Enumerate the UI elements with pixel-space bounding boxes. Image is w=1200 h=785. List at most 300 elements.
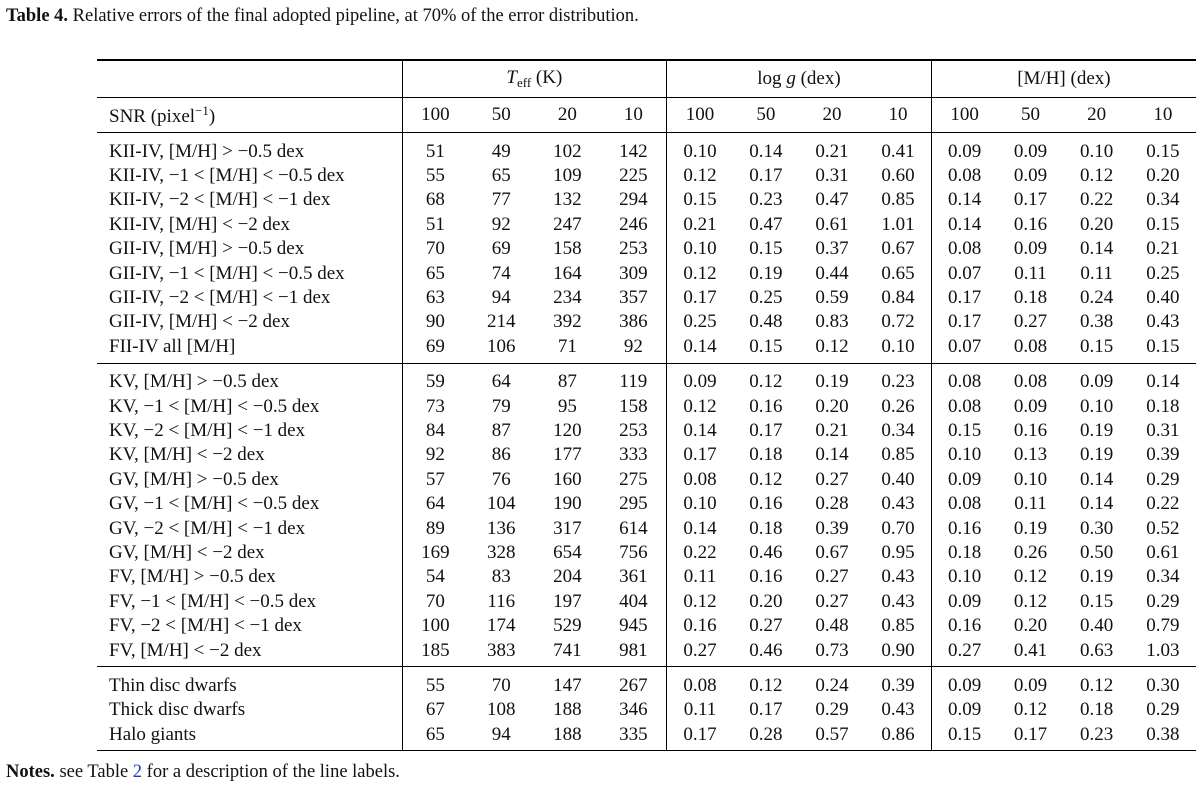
teff-cell: 68 <box>425 189 445 211</box>
row-label: KV, [M/H] < −2 dex <box>97 443 402 467</box>
mh-cell: 0.11 <box>1014 493 1047 515</box>
mh-cell: 0.18 <box>931 540 997 564</box>
logg-cell: 0.16 <box>749 395 783 417</box>
logg-group-header <box>667 61 932 98</box>
mh-cell: 0.08 <box>931 163 997 187</box>
mh-cell: 0.16 <box>931 516 997 540</box>
row-label: KV, −1 < [M/H] < −0.5 dex <box>97 394 402 418</box>
row-label: KII-IV, −2 < [M/H] < −1 dex <box>97 188 402 212</box>
teff-cell: 102 <box>534 133 600 164</box>
logg-cell: 0.83 <box>815 311 849 333</box>
logg-cell: 0.85 <box>881 189 915 211</box>
teff-cell: 188 <box>553 699 582 721</box>
teff-cell: 76 <box>491 468 511 490</box>
mh-cell: 0.38 <box>1080 311 1114 333</box>
logg-cell: 0.20 <box>815 395 849 417</box>
mh-cell: 0.20 <box>1080 213 1114 235</box>
mh-cell: 0.17 <box>1013 189 1048 211</box>
mh-cell: 0.39 <box>1146 444 1180 466</box>
logg-cell: 0.70 <box>881 517 915 539</box>
mh-cell: 0.08 <box>931 363 997 394</box>
logg-cell: 0.27 <box>667 638 733 667</box>
notes-text-after: for a description of the line labels. <box>142 762 400 782</box>
teff-cell: 392 <box>553 311 582 333</box>
teff-cell: 361 <box>619 566 648 588</box>
logg-cell: 0.12 <box>733 667 799 698</box>
logg-cell: 0.21 <box>815 419 849 441</box>
teff-cell: 136 <box>487 517 516 539</box>
table-row <box>97 394 1196 418</box>
mh-cell: 0.25 <box>1146 262 1180 284</box>
teff-cell: 92 <box>623 335 643 357</box>
snr-header-cell: 100 <box>931 98 997 133</box>
table-row <box>97 698 1196 722</box>
teff-cell: 945 <box>619 615 648 637</box>
mh-cell: 0.09 <box>1013 238 1048 260</box>
teff-cell: 106 <box>487 335 516 357</box>
mh-cell: 0.30 <box>1080 517 1114 539</box>
row-label: FII-IV all [M/H] <box>97 334 402 363</box>
mh-label: [M/H] (dex) <box>1017 68 1111 89</box>
logg-cell: 0.47 <box>749 213 783 235</box>
teff-cell: 63 <box>425 287 445 309</box>
row-label: Halo giants <box>97 722 402 751</box>
logg-cell: 0.40 <box>881 468 915 490</box>
mh-cell: 0.17 <box>931 285 997 309</box>
mh-cell: 0.12 <box>1080 165 1114 187</box>
mh-cell: 0.09 <box>931 698 997 722</box>
teff-cell: 87 <box>534 363 600 394</box>
mh-cell: 0.08 <box>1013 335 1048 357</box>
teff-cell: 756 <box>619 541 648 563</box>
teff-cell: 55 <box>402 667 468 698</box>
teff-cell: 73 <box>425 395 445 417</box>
notes-label: Notes. <box>6 762 55 782</box>
row-label: KII-IV, −1 < [M/H] < −0.5 dex <box>97 163 402 187</box>
logg-cell: 0.17 <box>749 699 783 721</box>
teff-cell: 386 <box>619 311 648 333</box>
table-row <box>97 491 1196 515</box>
logg-cell: 0.44 <box>815 262 849 284</box>
logg-cell: 0.43 <box>881 590 915 612</box>
logg-cell: 0.25 <box>667 310 733 334</box>
teff-cell: 317 <box>553 517 582 539</box>
logg-cell: 0.16 <box>667 613 733 637</box>
row-label: FV, −1 < [M/H] < −0.5 dex <box>97 589 402 613</box>
logg-cell: 0.20 <box>749 590 783 612</box>
logg-cell: 0.14 <box>667 516 733 540</box>
logg-cell: 0.27 <box>815 566 849 588</box>
logg-cell: 0.86 <box>881 723 915 745</box>
teff-cell: 204 <box>553 566 582 588</box>
mh-cell: 0.27 <box>1013 311 1048 333</box>
snr-label-text: SNR (pixel <box>109 105 196 127</box>
logg-cell: 0.18 <box>749 444 783 466</box>
mh-cell: 0.34 <box>1146 566 1180 588</box>
row-label: GV, [M/H] < −2 dex <box>97 540 402 564</box>
logg-cell: 0.21 <box>799 133 865 164</box>
teff-cell: 104 <box>487 493 516 515</box>
teff-cell: 158 <box>619 395 648 417</box>
group-header-empty <box>97 61 402 98</box>
mh-cell: 0.09 <box>997 667 1063 698</box>
table-row <box>97 237 1196 261</box>
row-label: GII-IV, −2 < [M/H] < −1 dex <box>97 285 402 309</box>
teff-cell: 295 <box>619 493 648 515</box>
row-label: FV, [M/H] > −0.5 dex <box>97 565 402 589</box>
mh-cell: 0.18 <box>1080 699 1114 721</box>
mh-cell: 0.14 <box>1130 363 1196 394</box>
mh-cell: 0.14 <box>1080 468 1114 490</box>
logg-cell: 0.67 <box>881 238 915 260</box>
mh-group-header <box>931 61 1196 98</box>
mh-cell: 0.17 <box>1013 723 1048 745</box>
logg-cell: 0.15 <box>749 238 783 260</box>
teff-subscript: eff <box>516 75 532 90</box>
mh-cell: 0.16 <box>1013 213 1048 235</box>
logg-cell: 0.16 <box>749 566 783 588</box>
table-reference-link[interactable]: 2 <box>132 762 143 782</box>
teff-group-header <box>402 61 667 98</box>
teff-cell: 83 <box>491 566 511 588</box>
snr-header-cell: 10 <box>865 98 931 133</box>
teff-cell: 94 <box>491 287 511 309</box>
mh-cell: 0.14 <box>931 212 997 236</box>
logg-cell: 0.12 <box>667 261 733 285</box>
mh-cell: 0.63 <box>1080 639 1114 661</box>
teff-cell: 55 <box>425 165 445 187</box>
mh-cell: 0.50 <box>1080 541 1114 563</box>
group-header-row <box>97 61 1196 98</box>
mh-cell: 0.18 <box>1146 395 1180 417</box>
logg-cell: 0.59 <box>815 287 849 309</box>
snr-header-cell: 50 <box>733 98 799 133</box>
teff-cell: 54 <box>425 566 445 588</box>
teff-cell: 225 <box>619 165 648 187</box>
teff-cell: 333 <box>619 444 648 466</box>
logg-cell: 0.27 <box>815 468 849 490</box>
mh-cell: 0.61 <box>1146 541 1180 563</box>
logg-cell: 0.85 <box>881 444 915 466</box>
teff-cell: 142 <box>601 133 667 164</box>
mh-cell: 0.09 <box>997 133 1063 164</box>
table-row <box>97 589 1196 613</box>
table-row <box>97 638 1196 667</box>
teff-cell: 190 <box>553 493 582 515</box>
teff-unit: (K) <box>531 67 563 88</box>
teff-cell: 614 <box>619 517 648 539</box>
teff-cell: 177 <box>553 444 582 466</box>
teff-cell: 70 <box>425 590 445 612</box>
mh-cell: 0.08 <box>931 237 997 261</box>
teff-cell: 529 <box>553 615 582 637</box>
table-row <box>97 443 1196 467</box>
mh-cell: 0.12 <box>1064 667 1130 698</box>
mh-cell: 0.10 <box>1013 468 1048 490</box>
snr-header-row <box>97 98 1196 133</box>
mh-cell: 0.09 <box>931 667 997 698</box>
mh-cell: 0.79 <box>1146 615 1180 637</box>
teff-cell: 309 <box>619 262 648 284</box>
logg-cell: 0.90 <box>881 639 915 661</box>
logg-cell: 0.22 <box>667 540 733 564</box>
logg-cell: 0.14 <box>733 133 799 164</box>
logg-cell: 0.19 <box>799 363 865 394</box>
caption-text: Relative errors of the final adopted pipeline, at 70% of the error distribution. <box>72 6 639 26</box>
row-label: Thick disc dwarfs <box>97 698 402 722</box>
teff-cell: 253 <box>619 419 648 441</box>
teff-cell: 981 <box>619 639 648 661</box>
logg-cell: 0.12 <box>667 394 733 418</box>
logg-cell: 0.72 <box>881 311 915 333</box>
table-row <box>97 188 1196 212</box>
mh-cell: 0.29 <box>1146 699 1180 721</box>
mh-cell: 0.43 <box>1146 311 1180 333</box>
mh-cell: 0.15 <box>931 722 997 751</box>
teff-cell: 65 <box>425 262 445 284</box>
logg-cell: 0.37 <box>815 238 849 260</box>
row-label: KII-IV, [M/H] > −0.5 dex <box>97 133 402 164</box>
teff-cell: 234 <box>553 287 582 309</box>
teff-cell: 90 <box>425 311 445 333</box>
teff-cell: 89 <box>425 517 445 539</box>
mh-cell: 0.08 <box>997 363 1063 394</box>
row-label: GV, −2 < [M/H] < −1 dex <box>97 516 402 540</box>
teff-cell: 328 <box>487 541 516 563</box>
teff-cell: 49 <box>468 133 534 164</box>
logg-cell: 0.17 <box>667 443 733 467</box>
mh-cell: 0.31 <box>1146 419 1180 441</box>
table-row <box>97 163 1196 187</box>
logg-cell: 0.17 <box>667 722 733 751</box>
mh-cell: 0.08 <box>931 394 997 418</box>
logg-cell: 1.01 <box>881 213 915 235</box>
logg-prefix: log <box>757 68 787 89</box>
row-label: GII-IV, −1 < [M/H] < −0.5 dex <box>97 261 402 285</box>
logg-cell: 0.25 <box>749 287 783 309</box>
teff-cell: 247 <box>553 213 582 235</box>
mh-cell: 0.14 <box>1080 238 1114 260</box>
mh-cell: 0.22 <box>1146 493 1180 515</box>
logg-cell: 0.12 <box>733 363 799 394</box>
logg-cell: 0.14 <box>815 444 849 466</box>
mh-cell: 0.27 <box>931 638 997 667</box>
teff-cell: 246 <box>619 213 648 235</box>
snr-header-cell: 100 <box>402 98 468 133</box>
teff-cell: 185 <box>421 639 450 661</box>
teff-cell: 65 <box>425 723 445 745</box>
teff-cell: 160 <box>553 468 582 490</box>
mh-cell: 0.19 <box>1080 444 1114 466</box>
caption-label: Table 4. <box>6 6 69 26</box>
table-caption <box>6 6 639 27</box>
logg-cell: 0.27 <box>815 590 849 612</box>
mh-cell: 0.19 <box>1013 517 1048 539</box>
table-row <box>97 261 1196 285</box>
table-row <box>97 285 1196 309</box>
logg-cell: 0.84 <box>881 287 915 309</box>
teff-cell: 741 <box>553 639 582 661</box>
teff-cell: 67 <box>425 699 445 721</box>
snr-header-cell: 50 <box>997 98 1063 133</box>
mh-cell: 0.09 <box>1064 363 1130 394</box>
table-row <box>97 613 1196 637</box>
mh-cell: 0.14 <box>931 188 997 212</box>
teff-cell: 267 <box>601 667 667 698</box>
teff-cell: 109 <box>553 165 582 187</box>
row-label: GII-IV, [M/H] < −2 dex <box>97 310 402 334</box>
row-label: GV, −1 < [M/H] < −0.5 dex <box>97 491 402 515</box>
teff-cell: 92 <box>425 444 445 466</box>
teff-cell: 86 <box>491 444 511 466</box>
teff-cell: 357 <box>619 287 648 309</box>
snr-label-close: ) <box>208 105 216 127</box>
mh-cell: 0.07 <box>931 261 997 285</box>
teff-cell: 70 <box>468 667 534 698</box>
mh-cell: 0.07 <box>931 334 997 363</box>
logg-cell: 0.14 <box>667 334 733 363</box>
teff-symbol: T <box>506 67 517 88</box>
teff-cell: 119 <box>601 363 667 394</box>
teff-cell: 94 <box>491 723 511 745</box>
teff-cell: 51 <box>402 133 468 164</box>
mh-cell: 0.15 <box>1080 335 1114 357</box>
table-row <box>97 667 1196 698</box>
teff-cell: 70 <box>425 238 445 260</box>
logg-cell: 0.17 <box>749 165 783 187</box>
mh-cell: 0.20 <box>1146 165 1180 187</box>
mh-cell: 1.03 <box>1146 639 1180 661</box>
teff-cell: 74 <box>491 262 511 284</box>
logg-cell: 0.18 <box>749 517 783 539</box>
teff-cell: 294 <box>619 189 648 211</box>
logg-cell: 0.23 <box>749 189 783 211</box>
mh-cell: 0.38 <box>1146 723 1180 745</box>
table-row <box>97 467 1196 491</box>
mh-cell: 0.10 <box>931 565 997 589</box>
logg-cell: 0.47 <box>815 189 849 211</box>
table-row <box>97 418 1196 442</box>
logg-cell: 0.10 <box>667 491 733 515</box>
logg-cell: 0.12 <box>815 335 849 357</box>
logg-cell: 0.31 <box>815 165 849 187</box>
mh-cell: 0.09 <box>1013 165 1048 187</box>
teff-cell: 92 <box>491 213 511 235</box>
logg-cell: 0.34 <box>881 419 915 441</box>
snr-header-cell: 20 <box>799 98 865 133</box>
mh-cell: 0.15 <box>931 418 997 442</box>
mh-cell: 0.19 <box>1080 419 1114 441</box>
teff-cell: 158 <box>553 238 582 260</box>
logg-cell: 0.14 <box>667 418 733 442</box>
mh-cell: 0.21 <box>1146 238 1180 260</box>
mh-cell: 0.13 <box>1013 444 1048 466</box>
logg-cell: 0.73 <box>815 639 849 661</box>
mh-cell: 0.08 <box>931 491 997 515</box>
mh-cell: 0.29 <box>1146 590 1180 612</box>
teff-cell: 65 <box>491 165 511 187</box>
logg-cell: 0.17 <box>749 419 783 441</box>
mh-cell: 0.10 <box>1080 395 1114 417</box>
logg-cell: 0.10 <box>667 133 733 164</box>
snr-header-cell: 50 <box>468 98 534 133</box>
mh-cell: 0.18 <box>1013 287 1048 309</box>
mh-cell: 0.16 <box>931 613 997 637</box>
mh-cell: 0.10 <box>931 443 997 467</box>
teff-cell: 116 <box>487 590 516 612</box>
logg-cell: 0.67 <box>815 541 849 563</box>
teff-cell: 335 <box>619 723 648 745</box>
logg-cell: 0.12 <box>667 163 733 187</box>
mh-cell: 0.34 <box>1146 189 1180 211</box>
logg-cell: 0.19 <box>749 262 783 284</box>
row-label: KII-IV, [M/H] < −2 dex <box>97 212 402 236</box>
teff-cell: 51 <box>425 213 445 235</box>
teff-cell: 132 <box>553 189 582 211</box>
logg-cell: 0.16 <box>749 493 783 515</box>
mh-cell: 0.22 <box>1080 189 1114 211</box>
teff-cell: 214 <box>487 311 516 333</box>
teff-cell: 188 <box>553 723 582 745</box>
logg-cell: 0.95 <box>881 541 915 563</box>
teff-cell: 164 <box>553 262 582 284</box>
snr-header-cell: 10 <box>1130 98 1196 133</box>
logg-cell: 0.11 <box>667 698 733 722</box>
mh-cell: 0.10 <box>1064 133 1130 164</box>
teff-cell: 383 <box>487 639 516 661</box>
teff-cell: 346 <box>619 699 648 721</box>
mh-cell: 0.15 <box>1146 213 1180 235</box>
mh-cell: 0.23 <box>1080 723 1114 745</box>
table-row <box>97 334 1196 363</box>
mh-cell: 0.19 <box>1080 566 1114 588</box>
logg-cell: 0.46 <box>749 639 783 661</box>
teff-cell: 77 <box>491 189 511 211</box>
mh-cell: 0.15 <box>1146 335 1180 357</box>
teff-cell: 79 <box>491 395 511 417</box>
snr-header-label <box>97 98 402 133</box>
logg-cell: 0.29 <box>815 699 849 721</box>
logg-cell: 0.46 <box>749 541 783 563</box>
mh-cell: 0.17 <box>931 310 997 334</box>
mh-cell: 0.12 <box>1013 566 1048 588</box>
logg-cell: 0.15 <box>667 188 733 212</box>
error-table-grid <box>97 59 1196 751</box>
mh-cell: 0.09 <box>1013 395 1048 417</box>
teff-cell: 84 <box>425 419 445 441</box>
teff-cell: 100 <box>421 615 450 637</box>
logg-cell: 0.23 <box>865 363 931 394</box>
teff-cell: 64 <box>425 493 445 515</box>
teff-cell: 253 <box>619 238 648 260</box>
logg-cell: 0.10 <box>881 335 915 357</box>
mh-cell: 0.09 <box>931 589 997 613</box>
teff-cell: 59 <box>402 363 468 394</box>
row-label: KV, −2 < [M/H] < −1 dex <box>97 418 402 442</box>
mh-cell: 0.26 <box>1013 541 1048 563</box>
snr-header-cell: 20 <box>1064 98 1130 133</box>
logg-cell: 0.08 <box>667 667 733 698</box>
table-row <box>97 516 1196 540</box>
bottom-rule <box>97 751 1196 752</box>
teff-cell: 69 <box>491 238 511 260</box>
teff-cell: 64 <box>468 363 534 394</box>
logg-cell: 0.48 <box>815 615 849 637</box>
logg-cell: 0.08 <box>667 467 733 491</box>
logg-cell: 0.26 <box>881 395 915 417</box>
logg-cell: 0.41 <box>865 133 931 164</box>
mh-cell: 0.52 <box>1146 517 1180 539</box>
